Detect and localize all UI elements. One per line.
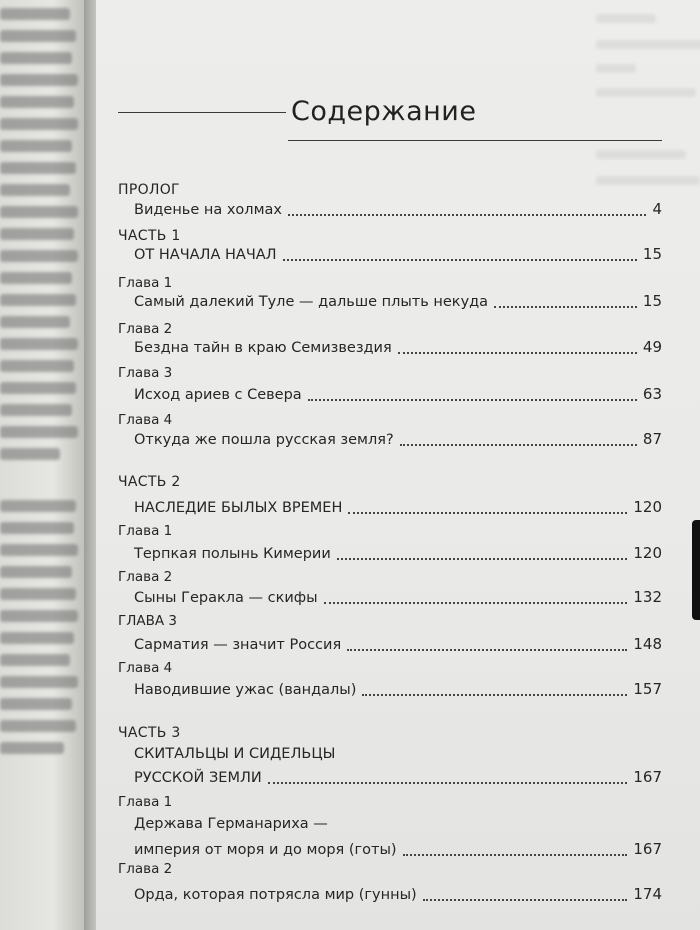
toc-page-number: 63 <box>642 385 662 403</box>
toc-entry <box>96 335 700 359</box>
dot-leader <box>347 649 627 651</box>
toc-entry <box>96 427 700 451</box>
toc-chapter-heading <box>96 609 700 633</box>
toc-heading-label: Глава 2 <box>118 861 173 877</box>
toc-page-number: 132 <box>633 588 662 606</box>
dot-leader <box>268 782 628 784</box>
toc-entry <box>96 585 700 609</box>
dot-leader <box>337 558 628 560</box>
toc-entry <box>96 882 700 906</box>
contents-page <box>96 0 700 930</box>
toc-page-number: 148 <box>633 635 662 653</box>
toc-page-number: 120 <box>633 544 662 562</box>
toc-page-number: 167 <box>633 768 662 786</box>
toc-page-number: 4 <box>652 200 662 218</box>
toc-entry-title: ОТ НАЧАЛА НАЧАЛ <box>134 247 277 263</box>
dot-leader <box>398 352 637 354</box>
toc-page-number: 120 <box>633 498 662 516</box>
dot-leader <box>348 512 627 514</box>
title-rule-right <box>288 140 662 141</box>
toc-entry-title: Самый далекий Туле — дальше плыть некуда <box>134 294 489 310</box>
toc-entry-title: Сарматия — значит Россия <box>134 637 342 653</box>
toc-heading-label: Глава 1 <box>118 523 173 539</box>
toc-heading-label: Глава 2 <box>118 569 173 585</box>
toc-entry-title: Терпкая полынь Кимерии <box>134 546 331 562</box>
facing-page-blurred <box>0 0 88 930</box>
dot-leader <box>288 214 646 216</box>
toc-entry-title: НАСЛЕДИЕ БЫЛЫХ ВРЕМЕН <box>134 500 343 516</box>
toc-heading-label: Глава 2 <box>118 321 173 337</box>
toc-entry-title: СКИТАЛЬЦЫ И СИДЕЛЬЦЫ <box>134 746 336 762</box>
dot-leader <box>308 399 637 401</box>
toc-entry <box>96 495 700 519</box>
toc-entry-title: Держава Германариха — <box>134 816 328 832</box>
device-edge <box>692 520 700 620</box>
toc-entry <box>96 541 700 565</box>
toc-heading-label: ГЛАВА 3 <box>118 613 177 629</box>
toc-chapter-heading <box>96 857 700 881</box>
toc-entry-title: империя от моря и до моря (готы) <box>134 842 397 858</box>
dot-leader <box>494 306 637 308</box>
toc-entry-line <box>96 742 700 766</box>
toc-entry <box>96 197 700 221</box>
toc-entry <box>96 382 700 406</box>
toc-heading-label: Глава 1 <box>118 275 173 291</box>
toc-entry <box>96 632 700 656</box>
toc-page-number: 15 <box>642 245 662 263</box>
toc-page-number: 49 <box>642 338 662 356</box>
toc-heading-label: ПРОЛОГ <box>118 182 180 198</box>
toc-entry-line <box>96 812 700 836</box>
toc-entry-title: РУССКОЙ ЗЕМЛИ <box>134 770 262 786</box>
toc-entry-title: Виденье на холмах <box>134 202 282 218</box>
toc-chapter-heading <box>96 790 700 814</box>
toc-page-number: 174 <box>633 885 662 903</box>
toc-page-number: 157 <box>633 680 662 698</box>
toc-page-number: 87 <box>642 430 662 448</box>
toc-entry-title: Сыны Геракла — скифы <box>134 590 318 606</box>
toc-heading-label: Глава 3 <box>118 365 173 381</box>
toc-entry <box>96 289 700 313</box>
page-title: Содержание <box>291 96 477 127</box>
toc-heading-label: Глава 4 <box>118 660 173 676</box>
toc-entry-title: Бездна тайн в краю Семизвездия <box>134 340 392 356</box>
toc-entry <box>96 765 700 789</box>
toc-page-number: 167 <box>633 840 662 858</box>
dot-leader <box>283 259 637 261</box>
dot-leader <box>423 899 628 901</box>
toc-entry <box>96 242 700 266</box>
toc-heading-label: ЧАСТЬ 2 <box>118 474 181 490</box>
toc-heading-label: ЧАСТЬ 3 <box>118 725 181 741</box>
dot-leader <box>362 694 627 696</box>
toc-page-number: 15 <box>642 292 662 310</box>
toc-part-heading <box>96 470 700 494</box>
toc-entry <box>96 677 700 701</box>
dot-leader <box>403 854 628 856</box>
toc-chapter-heading <box>96 519 700 543</box>
toc-entry-title: Наводившие ужас (вандалы) <box>134 682 357 698</box>
toc-heading-label: Глава 1 <box>118 794 173 810</box>
dot-leader <box>400 444 637 446</box>
toc-heading-label: Глава 4 <box>118 412 173 428</box>
toc-entry-title: Исход ариев с Севера <box>134 387 302 403</box>
dot-leader <box>324 602 628 604</box>
toc-heading-label: ЧАСТЬ 1 <box>118 228 181 244</box>
title-rule-left <box>118 112 286 113</box>
toc-entry-title: Орда, которая потрясла мир (гунны) <box>134 887 417 903</box>
toc-entry-title: Откуда же пошла русская земля? <box>134 432 394 448</box>
